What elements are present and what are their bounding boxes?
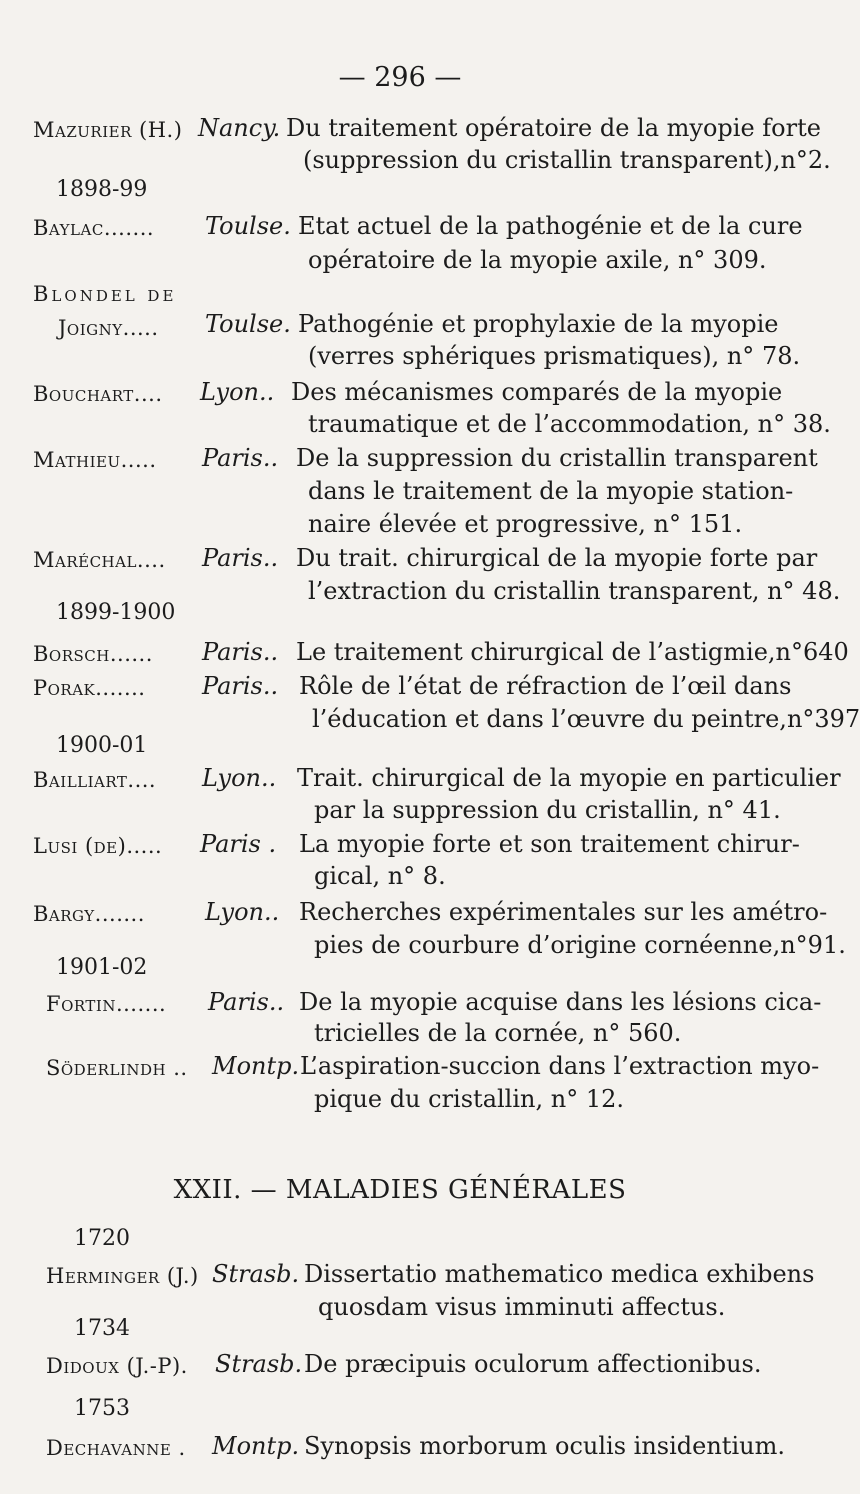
entry-author: Lusi (de)..... — [33, 834, 163, 858]
entry-title-line: naire élevée et progressive, n° 151. — [308, 510, 743, 538]
entry-title-line: pies de courbure d’origine cornéenne,n°91. — [314, 931, 846, 959]
entry-author: Baylac....... — [33, 216, 155, 240]
entry-title-line: Recherches expérimentales sur les amétro- — [299, 898, 828, 926]
entry-title-line: Rôle de l’état de réfraction de l’œil dans — [299, 672, 792, 700]
entry-title-line: opératoire de la myopie axile, n° 309. — [308, 246, 767, 274]
entry-author: Fortin....... — [46, 992, 167, 1016]
entry-author: Söderlindh .. — [46, 1056, 188, 1080]
entry-author: Mathieu..... — [33, 448, 157, 472]
entry-author: Dechavanne . — [46, 1436, 186, 1460]
year-heading: 1899-1900 — [56, 600, 176, 625]
entry-title-line: quosdam visus imminuti affectus. — [318, 1293, 726, 1321]
entry-title-line: gical, n° 8. — [314, 862, 446, 890]
entry-author: Porak....... — [33, 676, 146, 700]
entry-title-line: tricielles de la cornée, n° 560. — [314, 1019, 682, 1047]
entry-author: Blondel de — [33, 282, 177, 306]
entry-author: Bailliart.... — [33, 768, 157, 792]
entry-author: Bouchart.... — [33, 382, 163, 406]
entry-place: Montp. — [212, 1052, 300, 1080]
year-heading: 1720 — [74, 1226, 130, 1251]
entry-place: Lyon.. — [205, 898, 280, 926]
year-heading: 1898-99 — [56, 177, 148, 202]
entry-title-line: l’extraction du cristallin transparent, n° 48. — [308, 577, 841, 605]
entry-title-line: Du traitement opératoire de la myopie forte — [286, 114, 821, 142]
entry-title-line: Du trait. chirurgical de la myopie forte par — [296, 544, 818, 572]
entry-place: Paris.. — [208, 988, 285, 1016]
entry-title-line: (suppression du cristallin transparent),n°2. — [303, 146, 831, 174]
year-heading: 1901-02 — [56, 955, 148, 980]
entry-author: Borsch...... — [33, 642, 153, 666]
entry-title-line: Des mécanismes comparés de la myopie — [291, 378, 783, 406]
entry-title-line: Etat actuel de la pathogénie et de la cure — [298, 212, 803, 240]
entry-place: Toulse. — [205, 310, 291, 338]
year-heading: 1734 — [74, 1316, 130, 1341]
entry-title-line: La myopie forte et son traitement chirur- — [299, 830, 800, 858]
entry-author-continued: Joigny..... — [58, 316, 159, 340]
entry-place: Strasb. — [212, 1260, 300, 1288]
entry-title-line: De præcipuis oculorum affectionibus. — [304, 1350, 762, 1378]
entry-title-line: De la myopie acquise dans les lésions cica- — [299, 988, 822, 1016]
entry-place: Paris.. — [202, 672, 279, 700]
entry-title-line: (verres sphériques prismatiques), n° 78. — [308, 342, 801, 370]
entry-title-line: L’aspiration-succion dans l’extraction myo- — [300, 1052, 820, 1080]
entry-title-line: Synopsis morborum oculis insidentium. — [304, 1432, 785, 1460]
entry-place: Paris.. — [202, 638, 279, 666]
entry-place: Lyon.. — [202, 764, 277, 792]
entry-place: Paris.. — [202, 544, 279, 572]
page-number: — 296 — — [338, 62, 462, 93]
year-heading: 1753 — [74, 1396, 130, 1421]
entry-place: Toulse. — [205, 212, 291, 240]
entry-author: Bargy....... — [33, 902, 145, 926]
entry-place: Paris . — [200, 830, 277, 858]
entry-title-line: Le traitement chirurgical de l’astigmie,n°640 — [296, 638, 849, 666]
entry-place: Strasb. — [215, 1350, 303, 1378]
entry-title-line: traumatique et de l’accommodation, n° 38. — [308, 410, 831, 438]
entry-title-line: dans le traitement de la myopie station- — [308, 477, 794, 505]
entry-title-line: Pathogénie et prophylaxie de la myopie — [298, 310, 779, 338]
entry-author: Herminger (J.) — [46, 1264, 199, 1288]
entry-author: Maréchal.... — [33, 548, 166, 572]
entry-title-line: Dissertatio mathematico medica exhibens — [304, 1260, 815, 1288]
entry-title-line: De la suppression du cristallin transparent — [296, 444, 818, 472]
entry-title-line: pique du cristallin, n° 12. — [314, 1085, 624, 1113]
entry-title-line: Trait. chirurgical de la myopie en particulier — [297, 764, 841, 792]
entry-place: Paris.. — [202, 444, 279, 472]
entry-author: Didoux (J.-P). — [46, 1354, 188, 1378]
entry-title-line: l’éducation et dans l’œuvre du peintre,n°397 — [312, 705, 860, 733]
entry-place: Nancy. — [198, 114, 281, 142]
entry-author: Mazurier (H.) — [33, 118, 183, 142]
year-heading: 1900-01 — [56, 733, 148, 758]
section-heading: XXII. — MALADIES GÉNÉRALES — [173, 1175, 627, 1205]
entry-place: Montp. — [212, 1432, 300, 1460]
entry-title-line: par la suppression du cristallin, n° 41. — [314, 796, 781, 824]
entry-place: Lyon.. — [200, 378, 275, 406]
